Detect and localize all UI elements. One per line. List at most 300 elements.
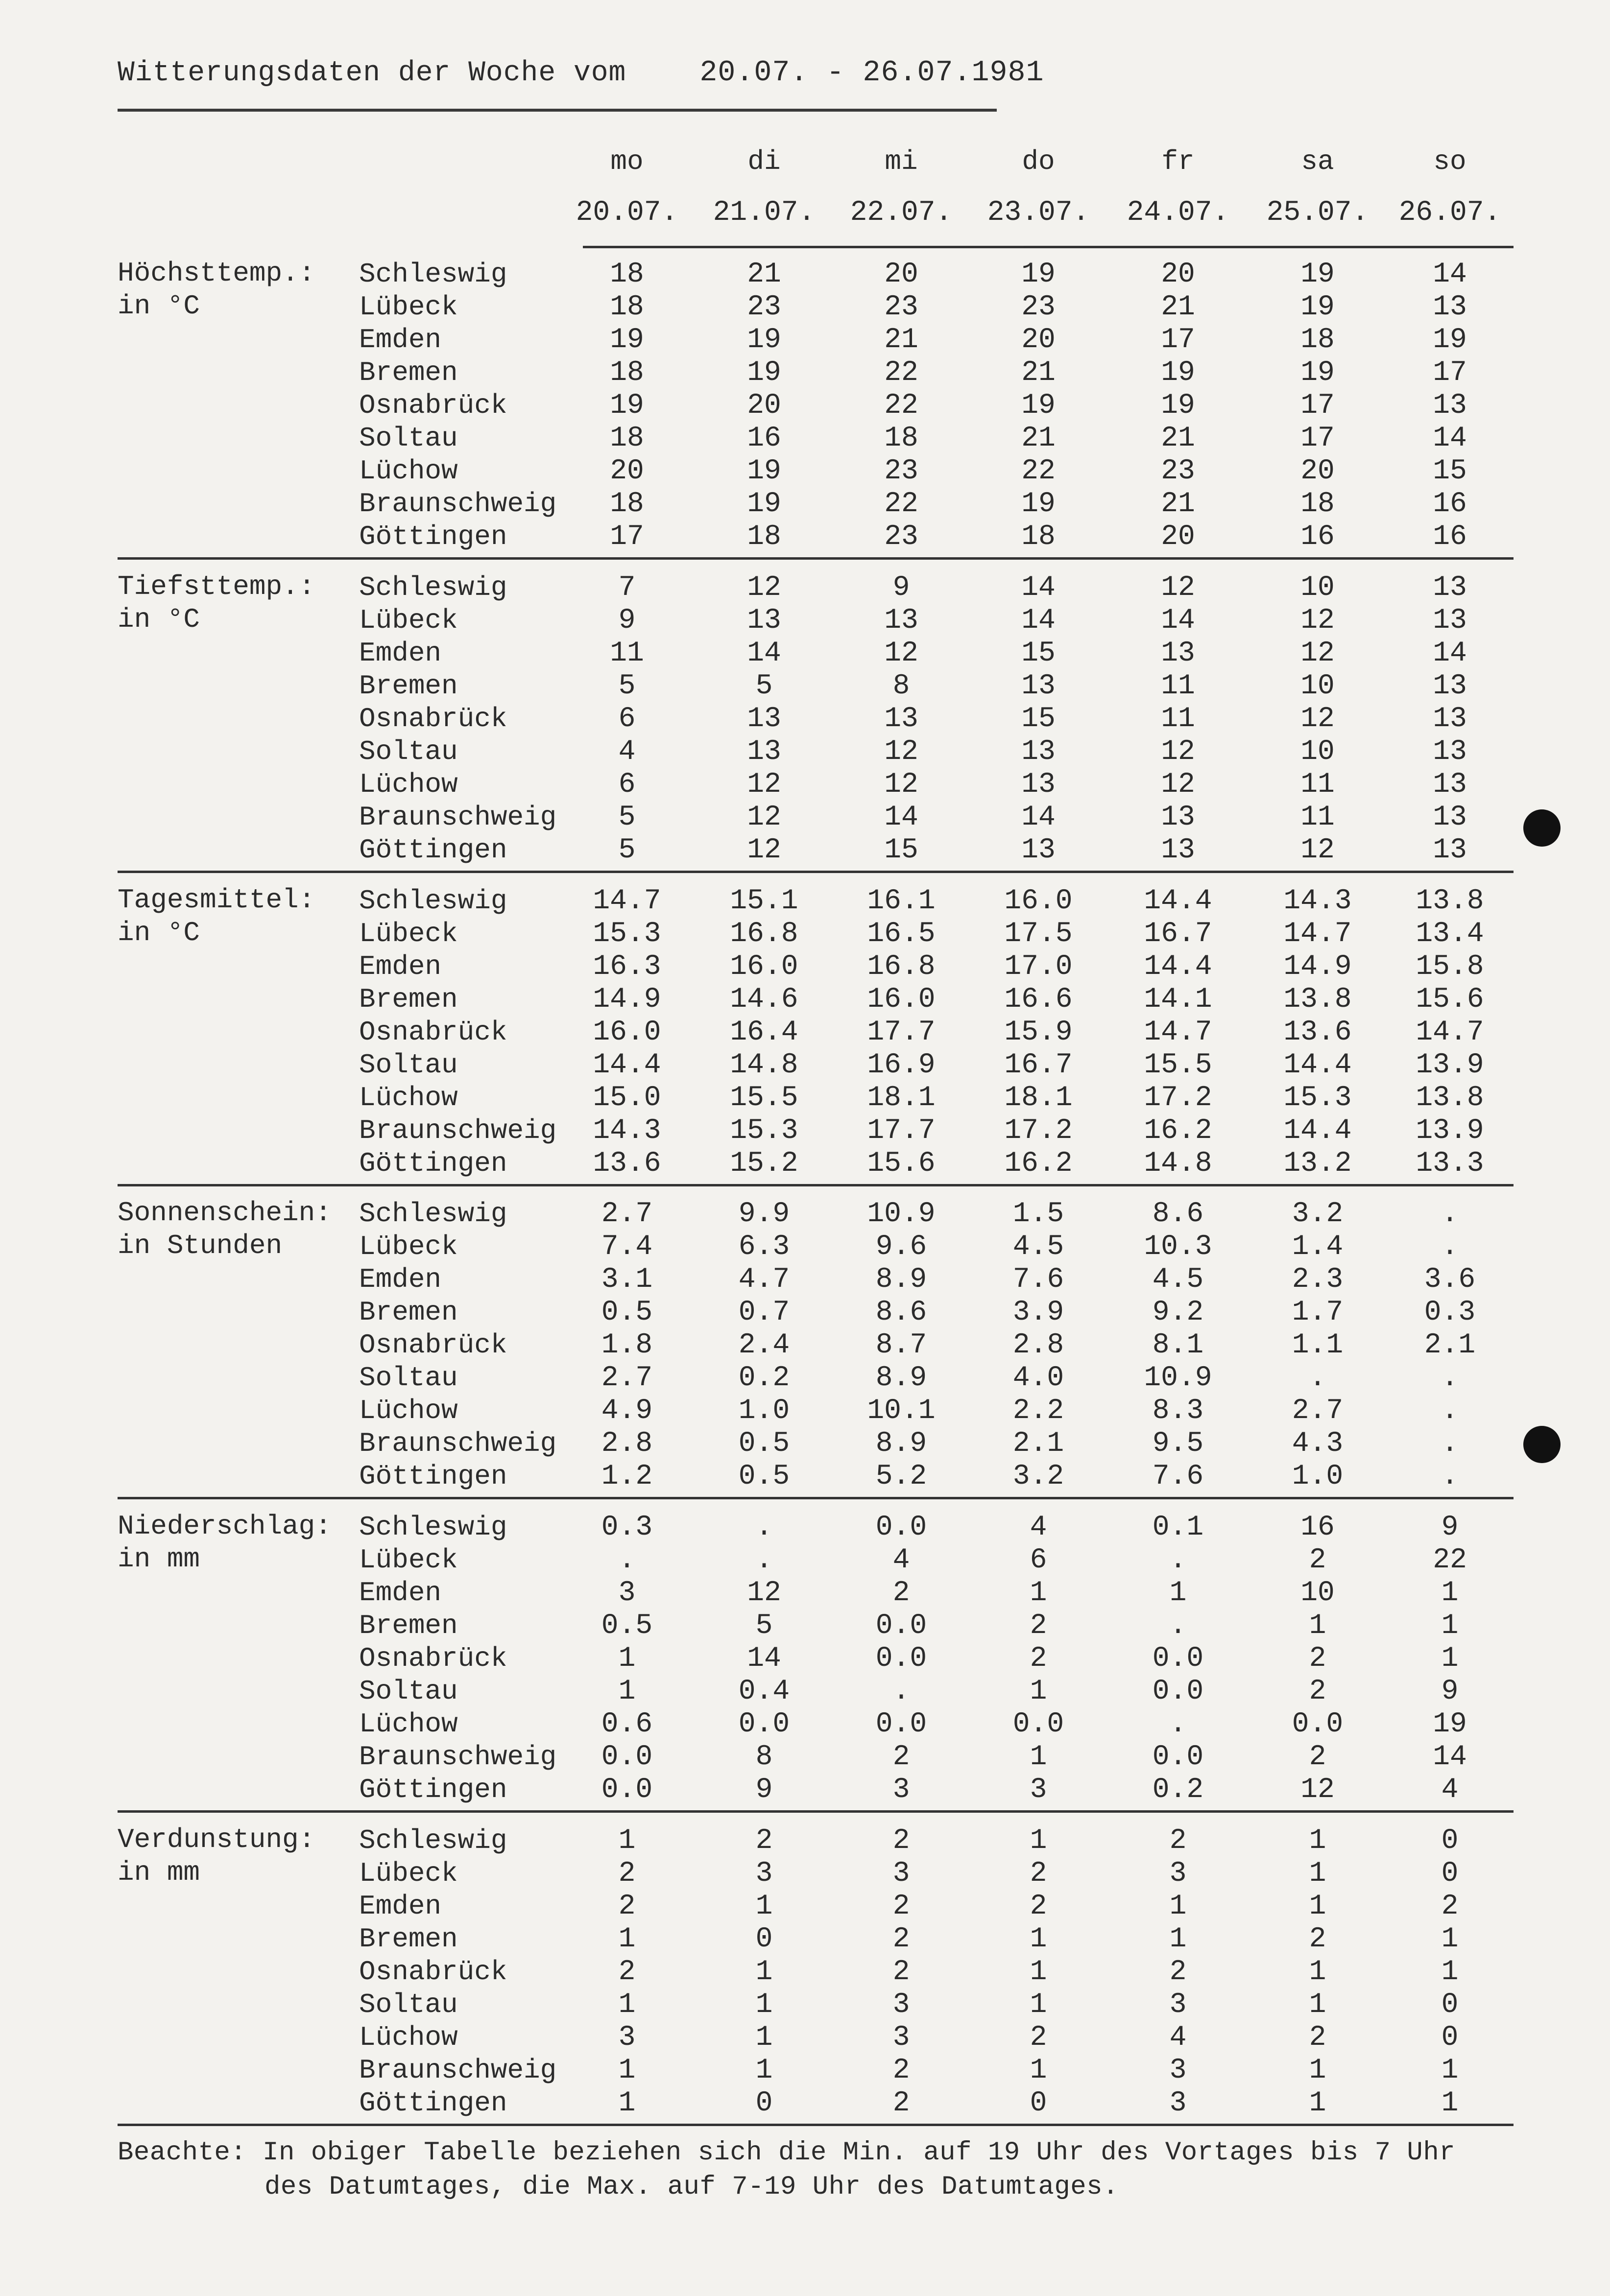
table-cell: 10.1: [867, 1395, 936, 1427]
table-cell: 13.2: [1283, 1148, 1352, 1180]
table-cell: 19: [1300, 259, 1335, 290]
table-cell: 1: [1309, 2087, 1326, 2119]
table-cell: 6: [618, 769, 636, 801]
table-cell: 16.0: [1004, 885, 1073, 917]
table-cell: 14.3: [593, 1115, 661, 1147]
section-label-0: Höchsttemp.:: [118, 258, 315, 289]
table-cell: 0.0: [738, 1708, 790, 1740]
table-cell: 1.0: [1292, 1461, 1344, 1492]
table-cell: 2.7: [601, 1362, 653, 1394]
table-cell: 14: [1433, 423, 1467, 454]
table-cell: 15.6: [867, 1148, 936, 1180]
table-cell: 2: [892, 1891, 910, 1922]
station-name: Schleswig: [359, 1198, 507, 1230]
table-cell: 14.7: [1283, 918, 1352, 950]
table-cell: 16.0: [593, 1017, 661, 1048]
station-name: Göttingen: [359, 1774, 507, 1805]
table-cell: 14.1: [1144, 984, 1212, 1016]
station-name: Emden: [359, 951, 442, 982]
table-cell: 13.8: [1283, 984, 1352, 1016]
table-cell: 2.2: [1012, 1395, 1064, 1427]
station-name: Lüchow: [359, 1708, 458, 1740]
footnote-line-2: des Datumtages, die Max. auf 7-19 Uhr des Datumtages.: [264, 2172, 1119, 2202]
day-name-5: sa: [1301, 146, 1334, 177]
station-name: Emden: [359, 1577, 442, 1609]
table-cell: 2: [892, 1923, 910, 1955]
table-cell: 12: [747, 769, 781, 801]
table-cell: 14: [884, 802, 918, 833]
station-name: Braunschweig: [359, 1115, 557, 1146]
station-name: Soltau: [359, 1049, 458, 1081]
table-cell: 22: [884, 357, 918, 389]
table-cell: 0: [755, 2087, 773, 2119]
table-cell: 2.7: [601, 1198, 653, 1230]
table-cell: 0: [755, 1923, 773, 1955]
station-name: Osnabrück: [359, 1329, 507, 1361]
section-label-3: Sonnenschein:: [118, 1197, 332, 1229]
table-cell: 1: [1030, 1956, 1047, 1988]
table-cell: 13: [1161, 834, 1195, 866]
table-cell: 14: [1433, 638, 1467, 669]
table-cell: 8.9: [875, 1428, 927, 1460]
table-cell: 3.6: [1424, 1264, 1476, 1296]
table-cell: 2: [1030, 2022, 1047, 2054]
table-cell: 14.9: [593, 984, 661, 1016]
table-cell: 13: [1433, 670, 1467, 702]
station-name: Braunschweig: [359, 1741, 557, 1773]
table-cell: 0.5: [738, 1428, 790, 1460]
section-unit-0: in °C: [118, 290, 200, 322]
table-cell: 1: [1030, 1676, 1047, 1707]
table-cell: 19: [1021, 390, 1056, 422]
table-cell: 2.4: [738, 1329, 790, 1361]
table-cell: 13.9: [1416, 1115, 1484, 1147]
table-cell: 2: [1309, 1741, 1326, 1773]
day-date-4: 24.07.: [1127, 197, 1229, 229]
table-cell: 13.6: [1283, 1017, 1352, 1048]
table-cell: 15.5: [1144, 1049, 1212, 1081]
table-cell: 17: [1433, 357, 1467, 389]
table-cell: 14.4: [1283, 1115, 1352, 1147]
table-cell: 0: [1441, 1989, 1459, 2021]
table-cell: 1: [1309, 1989, 1326, 2021]
table-cell: 13: [1433, 390, 1467, 422]
table-cell: 12: [747, 802, 781, 833]
table-cell: 1: [1309, 1891, 1326, 1922]
section-label-2: Tagesmittel:: [118, 884, 315, 916]
table-cell: 2: [1169, 1956, 1187, 1988]
table-cell: 13: [884, 703, 918, 735]
station-name: Soltau: [359, 1676, 458, 1707]
table-cell: 14.4: [1144, 885, 1212, 917]
table-cell: 2: [892, 1741, 910, 1773]
table-cell: 4: [1441, 1774, 1459, 1806]
table-cell: 0.0: [601, 1741, 653, 1773]
station-name: Bremen: [359, 670, 458, 702]
table-cell: 15.8: [1416, 951, 1484, 983]
table-cell: 0: [1441, 1825, 1459, 1857]
table-cell: 12: [884, 769, 918, 801]
title-date-range: 20.07. - 26.07.1981: [699, 56, 1044, 90]
table-cell: 18: [610, 259, 644, 290]
table-cell: 0.4: [738, 1676, 790, 1707]
table-cell: 2.1: [1012, 1428, 1064, 1460]
table-cell: 15: [1433, 455, 1467, 487]
table-cell: 14.7: [1416, 1017, 1484, 1048]
table-cell: 0.0: [1292, 1708, 1344, 1740]
table-cell: 14: [1433, 259, 1467, 290]
table-cell: 2: [1030, 1891, 1047, 1922]
table-cell: 15.9: [1004, 1017, 1073, 1048]
table-cell: 14.6: [730, 984, 798, 1016]
table-cell: 1.7: [1292, 1297, 1344, 1328]
table-cell: 1: [618, 1825, 636, 1857]
table-cell: 21: [1161, 488, 1195, 520]
table-cell: 2: [892, 2087, 910, 2119]
station-name: Lüchow: [359, 769, 458, 800]
table-cell: 1: [1441, 2087, 1459, 2119]
table-cell: 9: [618, 605, 636, 637]
table-cell: 3: [892, 1858, 910, 1890]
section-label-4: Niederschlag:: [118, 1511, 332, 1542]
table-cell: 18: [1300, 488, 1335, 520]
table-cell: 17.0: [1004, 951, 1073, 983]
table-cell: 12: [1161, 769, 1195, 801]
station-name: Schleswig: [359, 1825, 507, 1856]
table-cell: 10.3: [1144, 1231, 1212, 1263]
table-cell: 15.2: [730, 1148, 798, 1180]
table-cell: 17: [1161, 324, 1195, 356]
table-cell: 7: [618, 572, 636, 604]
table-cell: 3: [755, 1858, 773, 1890]
table-cell: 1: [1169, 1891, 1187, 1922]
table-cell: 3: [1169, 1989, 1187, 2021]
table-cell: 11: [610, 638, 644, 669]
table-cell: 0: [1030, 2087, 1047, 2119]
table-cell: 20: [747, 390, 781, 422]
table-cell: .: [1169, 1610, 1187, 1642]
table-cell: 15.1: [730, 885, 798, 917]
station-name: Lübeck: [359, 1231, 458, 1262]
station-name: Osnabrück: [359, 1643, 507, 1674]
table-cell: 3.2: [1012, 1461, 1064, 1492]
table-cell: 0.5: [601, 1610, 653, 1642]
table-cell: 11: [1300, 769, 1335, 801]
table-cell: 13.8: [1416, 885, 1484, 917]
table-cell: 20: [1161, 521, 1195, 553]
table-cell: 20: [1300, 455, 1335, 487]
table-cell: 13.9: [1416, 1049, 1484, 1081]
section-unit-4: in mm: [118, 1543, 200, 1575]
table-cell: 1: [1309, 1610, 1326, 1642]
table-cell: 18: [610, 357, 644, 389]
table-cell: 8: [892, 670, 910, 702]
table-cell: 1.4: [1292, 1231, 1344, 1263]
table-cell: 1: [618, 2055, 636, 2086]
table-cell: 2: [1309, 1676, 1326, 1707]
day-date-6: 26.07.: [1398, 197, 1501, 229]
table-cell: 2: [892, 1956, 910, 1988]
table-cell: 2: [1309, 2022, 1326, 2054]
day-date-1: 21.07.: [713, 197, 816, 229]
day-name-3: do: [1022, 146, 1055, 177]
station-name: Osnabrück: [359, 1956, 507, 1988]
table-cell: 0.2: [1152, 1774, 1204, 1806]
table-cell: 9: [892, 572, 910, 604]
table-cell: 6.3: [738, 1231, 790, 1263]
table-cell: 13: [1161, 638, 1195, 669]
table-cell: 0.0: [1152, 1741, 1204, 1773]
day-name-6: so: [1433, 146, 1466, 177]
table-cell: 1: [1441, 1923, 1459, 1955]
table-cell: 2: [892, 1825, 910, 1857]
table-cell: 4: [1169, 2022, 1187, 2054]
table-cell: 9.9: [738, 1198, 790, 1230]
table-cell: 14.4: [1283, 1049, 1352, 1081]
station-name: Schleswig: [359, 1512, 507, 1543]
table-cell: 0.2: [738, 1362, 790, 1394]
table-cell: 16: [1300, 521, 1335, 553]
table-cell: 1.1: [1292, 1329, 1344, 1361]
station-name: Lübeck: [359, 918, 458, 949]
table-cell: 16.8: [730, 918, 798, 950]
table-cell: 18: [1021, 521, 1056, 553]
table-cell: .: [1441, 1461, 1459, 1492]
table-cell: 1: [755, 1989, 773, 2021]
table-cell: 2.8: [601, 1428, 653, 1460]
table-cell: 14.8: [730, 1049, 798, 1081]
station-name: Schleswig: [359, 259, 507, 290]
table-cell: 16.3: [593, 951, 661, 983]
station-name: Schleswig: [359, 885, 507, 917]
table-cell: 12: [1300, 638, 1335, 669]
table-cell: 2: [1030, 1610, 1047, 1642]
table-cell: 14.4: [593, 1049, 661, 1081]
table-cell: 4.7: [738, 1264, 790, 1296]
day-name-4: fr: [1161, 146, 1195, 177]
table-cell: 0.3: [1424, 1297, 1476, 1328]
table-cell: 18.1: [1004, 1082, 1073, 1114]
footnote-line-1: Beachte: In obiger Tabelle beziehen sich die Min. auf 19 Uhr des Vortages bis 7 Uhr: [118, 2138, 1456, 2168]
table-cell: 0.3: [601, 1512, 653, 1543]
table-cell: 1: [1030, 1825, 1047, 1857]
table-cell: .: [1169, 1708, 1187, 1740]
table-cell: 13: [1161, 802, 1195, 833]
table-cell: 12: [1300, 703, 1335, 735]
table-cell: 12: [884, 736, 918, 768]
table-cell: 5: [618, 670, 636, 702]
station-name: Göttingen: [359, 2087, 507, 2119]
table-cell: 2: [618, 1891, 636, 1922]
table-cell: 14: [747, 1643, 781, 1675]
station-name: Soltau: [359, 1989, 458, 2020]
table-cell: 10: [1300, 1577, 1335, 1609]
table-cell: 16.2: [1004, 1148, 1073, 1180]
station-name: Lübeck: [359, 1544, 458, 1576]
table-cell: 8.1: [1152, 1329, 1204, 1361]
station-name: Lübeck: [359, 291, 458, 323]
station-name: Emden: [359, 1264, 442, 1295]
table-cell: 12: [1161, 736, 1195, 768]
table-cell: 16: [747, 423, 781, 454]
table-cell: 15: [884, 834, 918, 866]
table-cell: 3.2: [1292, 1198, 1344, 1230]
table-cell: 17.5: [1004, 918, 1073, 950]
table-cell: 1: [1030, 2055, 1047, 2086]
station-name: Emden: [359, 1891, 442, 1922]
table-cell: 1: [618, 1923, 636, 1955]
table-cell: 1: [755, 1956, 773, 1988]
table-cell: 16.2: [1144, 1115, 1212, 1147]
table-cell: 18: [610, 423, 644, 454]
table-cell: 0.1: [1152, 1512, 1204, 1543]
table-cell: .: [1441, 1231, 1459, 1263]
section-rule-2: [118, 1184, 1514, 1186]
table-cell: 19: [1433, 1708, 1467, 1740]
table-cell: 1: [1441, 2055, 1459, 2086]
table-cell: 1: [1309, 1825, 1326, 1857]
table-cell: 13: [1433, 834, 1467, 866]
table-cell: .: [1441, 1428, 1459, 1460]
table-cell: 17: [1300, 390, 1335, 422]
station-name: Osnabrück: [359, 703, 507, 734]
table-cell: 1: [1169, 1577, 1187, 1609]
table-cell: 16.7: [1004, 1049, 1073, 1081]
table-cell: 20: [1021, 324, 1056, 356]
day-date-0: 20.07.: [576, 197, 678, 229]
table-cell: .: [755, 1544, 773, 1576]
section-unit-1: in °C: [118, 604, 200, 635]
table-cell: 13: [1433, 291, 1467, 323]
table-cell: 3: [618, 1577, 636, 1609]
table-cell: 1: [755, 2055, 773, 2086]
table-cell: 16.0: [730, 951, 798, 983]
table-cell: 16.9: [867, 1049, 936, 1081]
station-name: Braunschweig: [359, 2055, 557, 2086]
table-cell: 22: [1021, 455, 1056, 487]
table-cell: 13.3: [1416, 1148, 1484, 1180]
table-cell: 2: [1441, 1891, 1459, 1922]
table-cell: 3.1: [601, 1264, 653, 1296]
table-cell: .: [1169, 1544, 1187, 1576]
table-cell: 21: [747, 259, 781, 290]
table-cell: 14: [1161, 605, 1195, 637]
footnote: [118, 2136, 1455, 2204]
table-cell: 3: [618, 2022, 636, 2054]
table-cell: 7.4: [601, 1231, 653, 1263]
table-cell: 21: [1161, 291, 1195, 323]
table-cell: 8: [755, 1741, 773, 1773]
table-cell: 9.5: [1152, 1428, 1204, 1460]
table-cell: 5: [755, 1610, 773, 1642]
table-cell: 18.1: [867, 1082, 936, 1114]
station-name: Soltau: [359, 423, 458, 454]
table-cell: 2: [1030, 1643, 1047, 1675]
table-cell: 17.2: [1144, 1082, 1212, 1114]
table-cell: 8.6: [1152, 1198, 1204, 1230]
table-cell: 6: [1030, 1544, 1047, 1576]
table-cell: 18: [610, 488, 644, 520]
table-cell: 13: [1021, 834, 1056, 866]
table-cell: 3: [1169, 2055, 1187, 2086]
table-cell: 0.0: [875, 1512, 927, 1543]
section-rule-1: [118, 871, 1514, 873]
table-cell: 9.2: [1152, 1297, 1204, 1328]
table-cell: .: [1309, 1362, 1326, 1394]
table-cell: 12: [747, 1577, 781, 1609]
table-cell: 19: [747, 488, 781, 520]
table-cell: 16.8: [867, 951, 936, 983]
table-cell: 5: [755, 670, 773, 702]
table-cell: 23: [1021, 291, 1056, 323]
table-cell: 2: [1169, 1825, 1187, 1857]
station-name: Göttingen: [359, 1461, 507, 1492]
table-cell: 1: [755, 1891, 773, 1922]
table-cell: 17.7: [867, 1115, 936, 1147]
station-name: Lüchow: [359, 2022, 458, 2053]
table-cell: 1: [618, 2087, 636, 2119]
section-rule-5: [118, 2124, 1514, 2126]
table-cell: 17.2: [1004, 1115, 1073, 1147]
table-cell: 22: [884, 488, 918, 520]
station-name: Lübeck: [359, 1858, 458, 1889]
table-cell: 23: [884, 291, 918, 323]
station-name: Bremen: [359, 1297, 458, 1328]
punch-hole-lower: [1523, 1426, 1561, 1463]
table-cell: 1.5: [1012, 1198, 1064, 1230]
table-cell: 14: [747, 638, 781, 669]
table-cell: 8.3: [1152, 1395, 1204, 1427]
table-cell: 5: [618, 834, 636, 866]
table-cell: 20: [610, 455, 644, 487]
table-cell: 12: [884, 638, 918, 669]
table-cell: 14: [1021, 572, 1056, 604]
table-cell: 13: [884, 605, 918, 637]
header-rule: [583, 246, 1514, 248]
table-cell: 20: [1161, 259, 1195, 290]
table-cell: 21: [884, 324, 918, 356]
table-cell: 9: [1441, 1676, 1459, 1707]
table-cell: 15.3: [593, 918, 661, 950]
table-cell: 11: [1161, 703, 1195, 735]
punch-hole-upper: [1523, 809, 1561, 847]
table-cell: 2: [892, 1577, 910, 1609]
station-name: Schleswig: [359, 572, 507, 603]
table-cell: 4.3: [1292, 1428, 1344, 1460]
table-cell: .: [618, 1544, 636, 1576]
table-cell: 7.6: [1152, 1461, 1204, 1492]
table-cell: 13: [1433, 572, 1467, 604]
table-cell: 0.5: [738, 1461, 790, 1492]
table-cell: 4.0: [1012, 1362, 1064, 1394]
table-cell: 0: [1441, 2022, 1459, 2054]
table-cell: .: [755, 1512, 773, 1543]
station-name: Braunschweig: [359, 802, 557, 833]
day-date-2: 22.07.: [850, 197, 953, 229]
table-cell: 0.0: [601, 1774, 653, 1806]
table-cell: 19: [610, 390, 644, 422]
table-cell: 4: [618, 736, 636, 768]
table-cell: 17: [610, 521, 644, 553]
table-cell: 17: [1300, 423, 1335, 454]
table-cell: 16.1: [867, 885, 936, 917]
table-cell: 12: [747, 572, 781, 604]
station-name: Bremen: [359, 1610, 458, 1641]
day-date-5: 25.07.: [1266, 197, 1369, 229]
table-cell: 0.0: [1012, 1708, 1064, 1740]
table-cell: 3: [892, 1989, 910, 2021]
section-rule-4: [118, 1810, 1514, 1813]
